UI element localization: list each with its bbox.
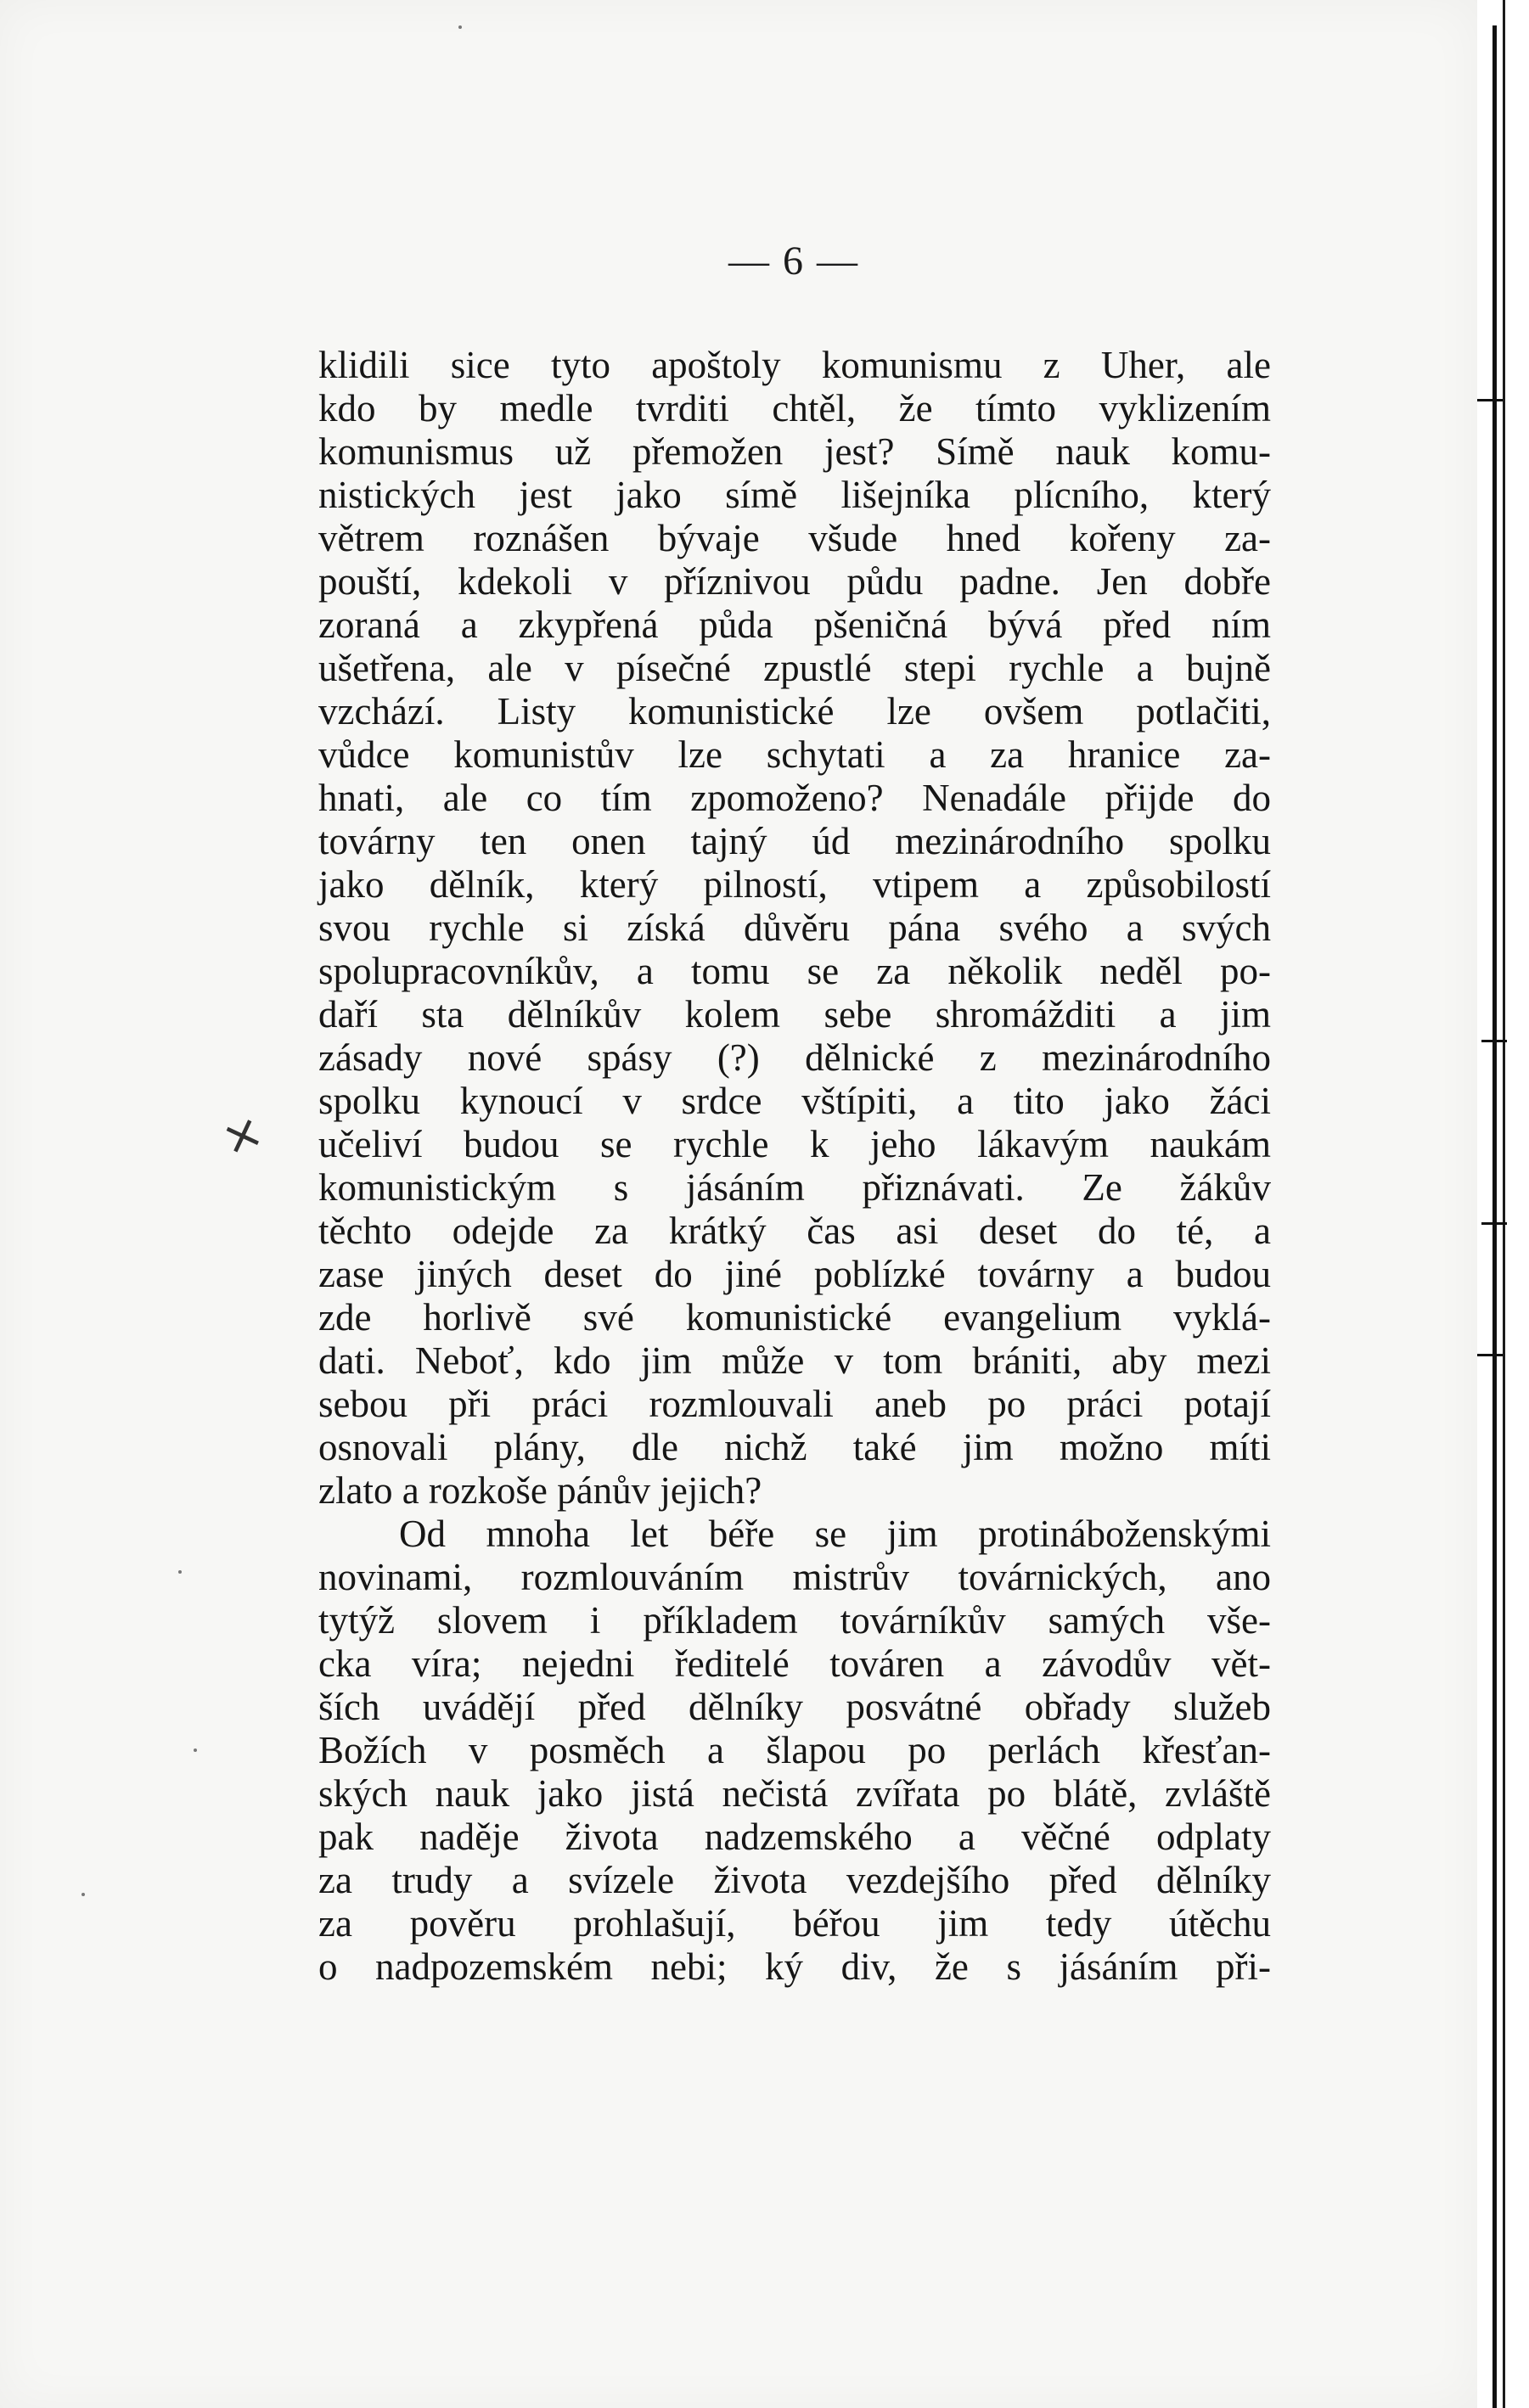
text-line: dati. Neboť, kdo jim může v tom brániti, aby mezi bbox=[318, 1339, 1271, 1382]
binding-tick-mark bbox=[1481, 1222, 1507, 1225]
text-line: větrem roznášen bývaje všude hned kořeny za- bbox=[318, 517, 1271, 559]
text-line: komunistickým s jásáním přiznávati. Ze žákův bbox=[318, 1166, 1271, 1209]
binding-tick-mark bbox=[1477, 399, 1503, 401]
text-line: zde horlivě své komunistické evangelium vyklá- bbox=[318, 1296, 1271, 1339]
text-line: nistických jest jako símě lišejníka plícního, který bbox=[318, 474, 1271, 516]
text-line: osnovali plány, dle nichž také jim možno míti bbox=[318, 1426, 1271, 1468]
text-line: pouští, kdekoli v příznivou půdu padne. Jen dobře bbox=[318, 560, 1271, 603]
text-line: učeliví budou se rychle k jeho lákavým naukám bbox=[318, 1123, 1271, 1165]
text-line: za pověru prohlašují, béřou jim tedy útěchu bbox=[318, 1902, 1271, 1945]
text-line: Božích v posměch a šlapou po perlách křesťan- bbox=[318, 1729, 1271, 1771]
body-text bbox=[318, 344, 1271, 1989]
binding-border-line-thin bbox=[1503, 0, 1505, 2408]
text-line: klidili sice tyto apoštoly komunismu z Uher, ale bbox=[318, 344, 1271, 386]
text-line: o nadpozemském nebi; ký div, že s jásáním při- bbox=[318, 1945, 1271, 1988]
text-line: vzchází. Listy komunistické lze ovšem potlačiti, bbox=[318, 690, 1271, 733]
paper-speck bbox=[178, 1570, 182, 1574]
paragraph-1 bbox=[318, 344, 1271, 1513]
text-line: zase jiných deset do jiné poblízké továrny a budou bbox=[318, 1253, 1271, 1295]
text-line: ších uvádějí před dělníky posvátné obřady služeb bbox=[318, 1686, 1271, 1728]
text-line: tytýž slovem i příkladem továrníkův samých vše- bbox=[318, 1599, 1271, 1642]
text-line: zlato a rozkoše pánův jejich? bbox=[318, 1469, 762, 1512]
text-line: spolupracovníkův, a tomu se za několik neděl po- bbox=[318, 950, 1271, 992]
paper-speck bbox=[82, 1893, 85, 1896]
text-line: ušetřena, ale v písečné zpustlé stepi rychle a bujně bbox=[318, 647, 1271, 689]
text-line: hnati, ale co tím zpomoženo? Nenadále přijde do bbox=[318, 777, 1271, 819]
page-number: — 6 — bbox=[728, 239, 859, 283]
text-line: vůdce komunistův lze schytati a za hranice za- bbox=[318, 733, 1271, 776]
text-line: těchto odejde za krátký čas asi deset do té, a bbox=[318, 1210, 1271, 1252]
binding-tick-mark bbox=[1477, 1354, 1503, 1356]
text-line: svou rychle si získá důvěru pána svého a svých bbox=[318, 907, 1271, 949]
text-line: Od mnoha let béře se jim protináboženskými bbox=[399, 1513, 1271, 1555]
text-line: za trudy a svízele života vezdejšího před dělníky bbox=[318, 1859, 1271, 1901]
text-line: sebou při práci rozmlouvali aneb po práci potají bbox=[318, 1383, 1271, 1425]
binding-border-line bbox=[1492, 25, 1497, 2408]
paper-speck bbox=[194, 1748, 197, 1752]
paragraph-2 bbox=[318, 1513, 1271, 1989]
text-line: komunismus už přemožen jest? Símě nauk komu- bbox=[318, 430, 1271, 473]
text-line: ských nauk jako jistá nečistá zvířata po blátě, zvláště bbox=[318, 1772, 1271, 1815]
margin-pencil-mark: × bbox=[214, 1102, 271, 1169]
text-line: spolku kynoucí v srdce vštípiti, a tito jako žáci bbox=[318, 1080, 1271, 1122]
paper-speck bbox=[458, 25, 462, 29]
text-line: novinami, rozmlouváním mistrův továrnických, ano bbox=[318, 1556, 1271, 1598]
text-line: pak naděje života nadzemského a věčné odplaty bbox=[318, 1816, 1271, 1858]
binding-tick-mark bbox=[1481, 1040, 1507, 1042]
text-line: jako dělník, který pilností, vtipem a způsobilostí bbox=[318, 863, 1271, 906]
text-line: zoraná a zkypřená půda pšeničná bývá před ním bbox=[318, 603, 1271, 646]
text-line: kdo by medle tvrditi chtěl, že tímto vyklizením bbox=[318, 387, 1271, 429]
text-line: cka víra; nejedni ředitelé továren a závodův vět- bbox=[318, 1642, 1271, 1685]
text-line: zásady nové spásy (?) dělnické z mezinárodního bbox=[318, 1036, 1271, 1079]
text-line: továrny ten onen tajný úd mezinárodního spolku bbox=[318, 820, 1271, 862]
text-line: daří sta dělníkův kolem sebe shromážditi a jim bbox=[318, 993, 1271, 1036]
